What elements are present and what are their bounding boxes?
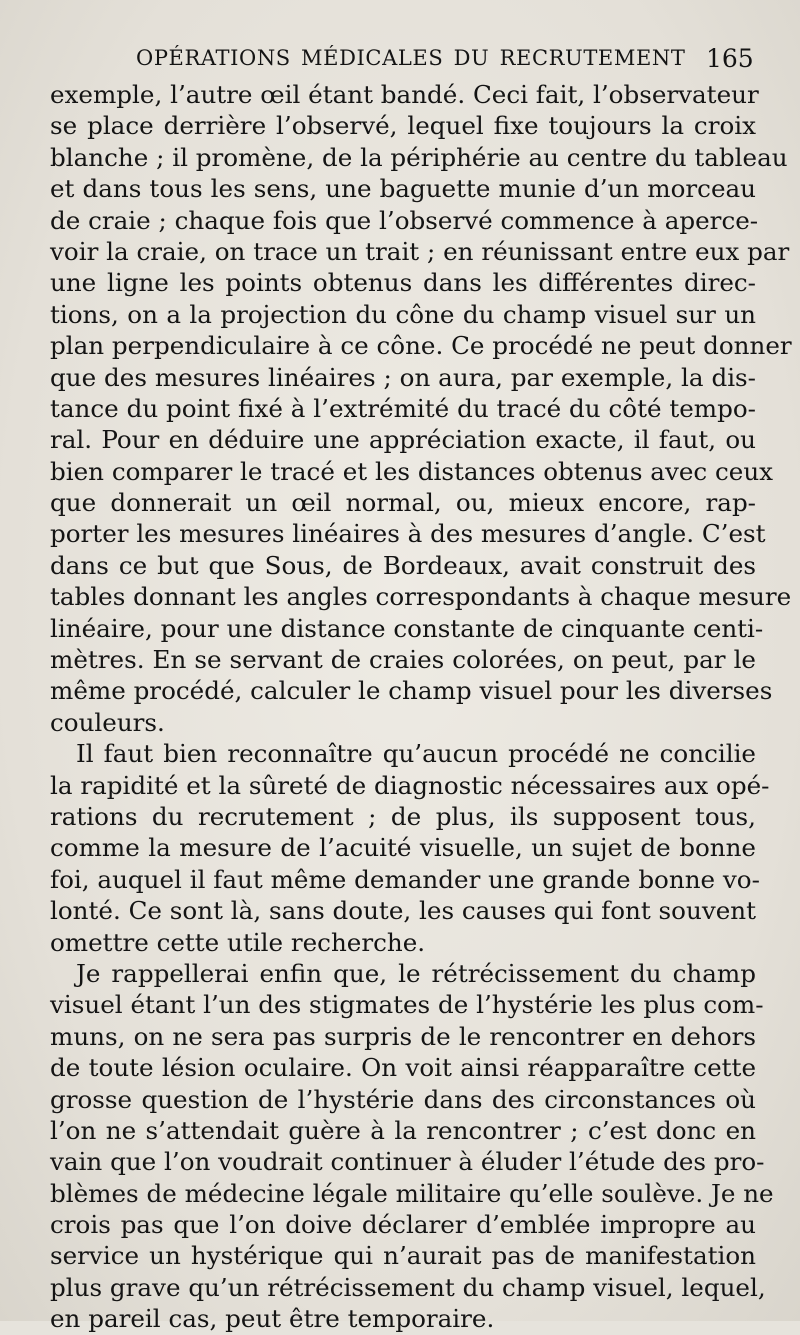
text-line: l’on ne s’attendait guère à la rencontrer ; c’est donc en — [50, 1115, 756, 1145]
text-line: crois pas que l’on doive déclarer d’emblée impropre au — [50, 1210, 756, 1240]
paragraph-end-line: omettre cette utile recherche. — [50, 927, 426, 957]
text-line: de toute lésion oculaire. On voit ainsi réapparaître cette — [50, 1053, 756, 1083]
text-line: porter les mesures linéaires à des mesures d’angle. C’est — [50, 519, 766, 549]
paragraph-start-line: Il faut bien reconnaître qu’aucun procédé ne concilie — [76, 739, 756, 769]
running-title: OPÉRATIONS MÉDICALES DU RECRUTEMENT — [136, 46, 686, 70]
body-text — [50, 79, 792, 1335]
text-line: bien comparer le tracé et les distances obtenus avec ceux — [50, 456, 774, 486]
text-line: blèmes de médecine légale militaire qu’elle soulève. Je ne — [50, 1178, 774, 1208]
page-number: 165 — [706, 44, 754, 73]
text-line: tance du point fixé à l’extrémité du tracé du côté tempo- — [50, 393, 756, 423]
text-line: ral. Pour en déduire une appréciation exacte, il faut, ou — [50, 425, 756, 455]
text-line: se place derrière l’observé, lequel fixe toujours la croix — [50, 111, 756, 141]
running-head — [0, 44, 800, 80]
paragraph-end-line: couleurs. — [50, 707, 165, 737]
text-line: blanche ; il promène, de la périphérie au centre du tableau — [50, 142, 788, 172]
text-line: foi, auquel il faut même demander une grande bonne vo- — [50, 864, 760, 894]
text-line: exemple, l’autre œil étant bandé. Ceci fait, l’observateur — [50, 80, 759, 109]
text-line: grosse question de l’hystérie dans des circonstances où — [50, 1084, 756, 1114]
text-line: vain que l’on voudrait continuer à éluder l’étude des pro- — [50, 1147, 765, 1177]
paragraph-end-line: en pareil cas, peut être temporaire. — [50, 1304, 495, 1334]
text-line: comme la mesure de l’acuité visuelle, un sujet de bonne — [50, 833, 756, 863]
text-line: mètres. En se servant de craies colorées, on peut, par le — [50, 645, 756, 675]
text-line: plan perpendiculaire à ce cône. Ce procédé ne peut donner — [50, 331, 792, 361]
text-line: et dans tous les sens, une baguette munie d’un morceau — [50, 174, 756, 204]
paragraph-start-line: Je rappellerai enfin que, le rétrécissement du champ — [76, 958, 756, 988]
text-line: visuel étant l’un des stigmates de l’hystérie les plus com- — [50, 990, 764, 1020]
text-line: muns, on ne sera pas surpris de le rencontrer en dehors — [50, 1021, 756, 1051]
text-line: la rapidité et la sûreté de diagnostic nécessaires aux opé- — [50, 770, 770, 800]
text-line: dans ce but que Sous, de Bordeaux, avait construit des — [50, 550, 756, 580]
text-line: tables donnant les angles correspondants à chaque mesure — [50, 582, 792, 612]
text-line: tions, on a la projection du cône du champ visuel sur un — [50, 299, 756, 329]
text-line: rations du recrutement ; de plus, ils supposent tous, — [50, 801, 756, 831]
text-line: même procédé, calculer le champ visuel pour les diverses — [50, 676, 773, 706]
text-line: voir la craie, on trace un trait ; en réunissant entre eux par — [50, 236, 790, 266]
text-line: que donnerait un œil normal, ou, mieux encore, rap- — [50, 488, 756, 518]
text-line: que des mesures linéaires ; on aura, par exemple, la dis- — [50, 362, 756, 392]
text-line: service un hystérique qui n’aurait pas de manifestation — [50, 1241, 756, 1271]
text-line: de craie ; chaque fois que l’observé commence à aperce- — [50, 205, 759, 235]
text-line: une ligne les points obtenus dans les différentes direc- — [50, 268, 756, 298]
text-line: lonté. Ce sont là, sans doute, les causes qui font souvent — [50, 896, 756, 926]
text-line: plus grave qu’un rétrécissement du champ visuel, lequel, — [50, 1272, 766, 1302]
text-line: linéaire, pour une distance constante de cinquante centi- — [50, 613, 764, 643]
